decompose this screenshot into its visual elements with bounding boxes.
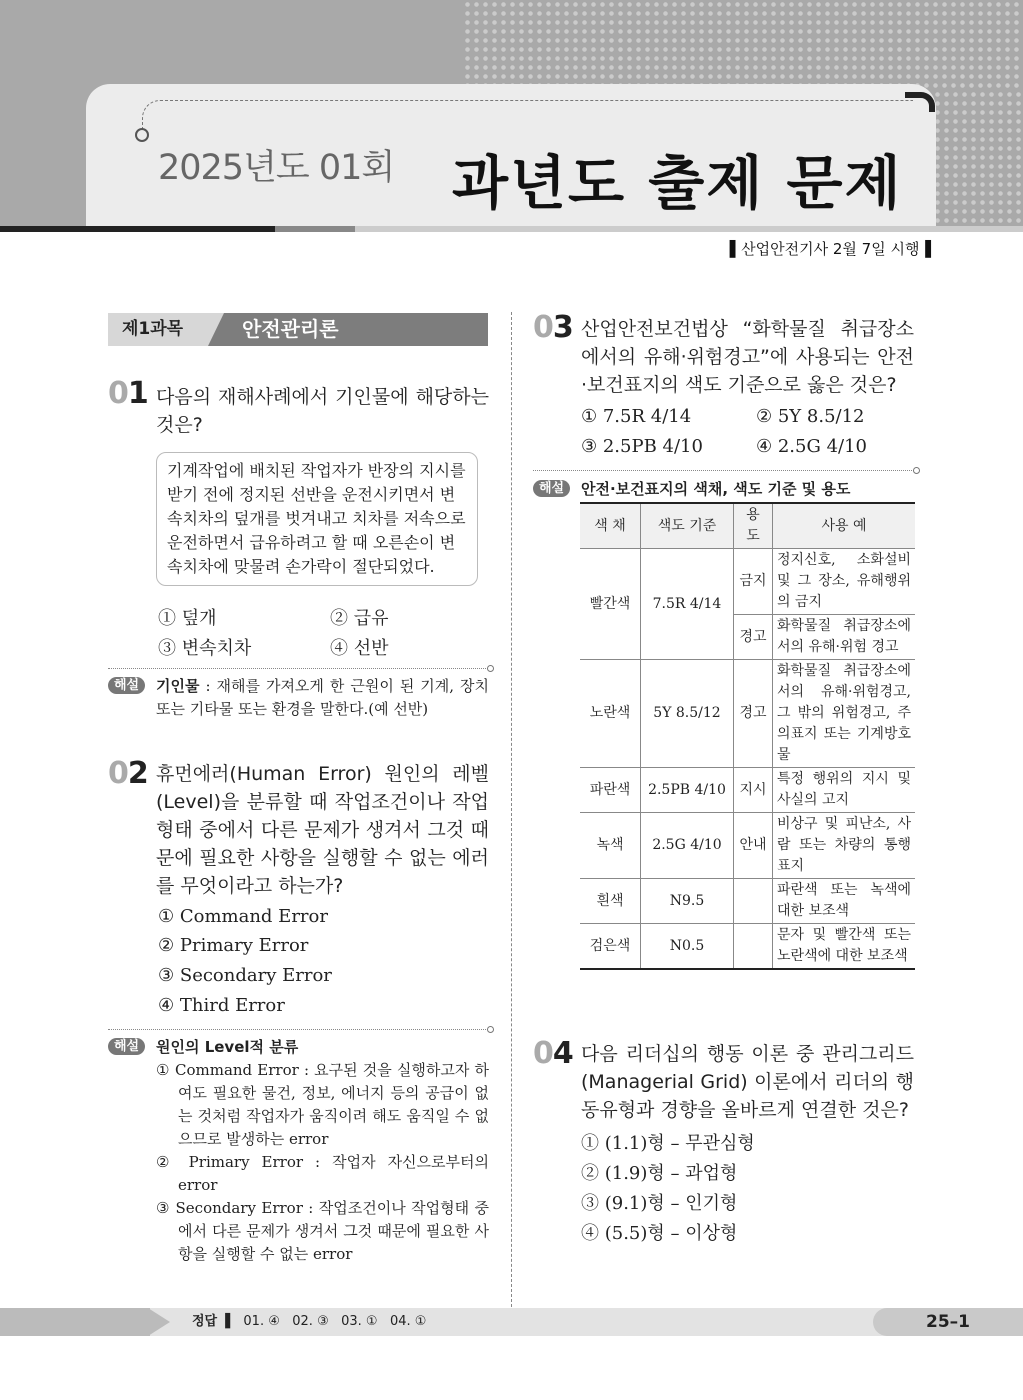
q1-expl-tag: 해설 (108, 677, 145, 694)
table-cell-example: 화학물질 취급장소에서의 유해·위험경고, 그 밖의 위험경고, 주의표지 또는 기계방호물 (773, 660, 916, 768)
question-1-case: 기계작업에 배치된 작업자가 반장의 지시를 받기 전에 정지된 선반을 운전시키면서 변속치차의 덮개를 벗겨내고 치차를 저속으로 운전하면서 급유하려고 할 때 오른손이 변속치차에 맞물려 손가락이 절단되었다. (167, 461, 466, 576)
question-2-text: 휴먼에러(Human Error) 원인의 레벨(Level)을 분류할 때 작업조건이나 작업형태 중에서 다른 문제가 생겨서 그것 때문에 필요한 사항을 실행할 수 없는 에러를 무엇이라고 하는가? (156, 763, 489, 897)
q2-expl-head: 원인의 Level적 분류 (156, 1038, 299, 1056)
q2-choice-4: ④ Third Error (158, 995, 285, 1016)
q1-choice-4: ④ 선반 (330, 638, 389, 659)
table-cell-code: 2.5G 4/10 (641, 813, 734, 879)
table-cell-use (734, 924, 773, 970)
table-cell-color: 파란색 (580, 768, 641, 813)
q1-expl-body: : 재해를 가져오게 한 근원이 된 기계, 장치 또는 기타물 또는 환경을 말한다.(예 선반) (156, 677, 489, 718)
q2-expl-item: ② Primary Error : 작업자 자신으로부터의 error (156, 1153, 489, 1194)
q1-choice-3: ③ 변속치차 (158, 638, 252, 659)
table-cell-use: 경고 (734, 615, 773, 660)
q1-choice-1: ① 덮개 (158, 608, 217, 629)
subject-name: 안전관리론 (242, 317, 339, 341)
table-cell-color: 녹색 (580, 813, 641, 879)
title-corner-mark (905, 92, 935, 112)
answer-key: 정답 ▌ 01. ④ 02. ③ 03. ① 04. ① (192, 1314, 427, 1329)
question-3-text: 산업안전보건법상 “화학물질 취급장소에서의 유해·위험경고”에 사용되는 안전·보건표지의 색도 기준으로 옳은 것은? (581, 318, 914, 396)
question-1-text: 다음의 재해사례에서 기인물에 해당하는 것은? (156, 386, 489, 436)
table-cell-example: 문자 및 빨간색 또는 노란색에 대한 보조색 (773, 924, 916, 970)
header-bar-mid (275, 226, 355, 232)
q2-expl-list (156, 1059, 489, 1266)
q3-choice-4: ④ 2.5G 4/10 (756, 436, 868, 457)
table-header: 색도 기준 (641, 503, 734, 549)
table-cell-color: 빨간색 (580, 549, 641, 660)
table-cell-use: 금지 (734, 549, 773, 615)
q1-choice-2: ② 급유 (330, 608, 389, 629)
table-row (580, 924, 915, 970)
q3-choice-2: ② 5Y 8.5/12 (756, 406, 865, 427)
q3-expl-divider (533, 470, 914, 471)
answer-label: 정답 (192, 1314, 218, 1329)
table-cell-code: 7.5R 4/14 (641, 549, 734, 660)
q4-choice-4: ④ (5.5)형 – 이상형 (581, 1223, 738, 1244)
table-cell-use: 경고 (734, 660, 773, 768)
exam-info: ▌산업안전기사 2월 7일 시행▐ (729, 240, 931, 258)
table-cell-use: 안내 (734, 813, 773, 879)
q2-expl-tag: 해설 (108, 1038, 145, 1055)
table-cell-code: 5Y 8.5/12 (641, 660, 734, 768)
page-number: 25–1 (873, 1308, 1023, 1336)
footer-tab (0, 1308, 150, 1336)
table-header: 용 도 (734, 503, 773, 549)
q2-expl-divider (108, 1029, 488, 1030)
table-row (580, 549, 915, 615)
q4-choice-1: ① (1.1)형 – 무관심형 (581, 1133, 755, 1154)
q3-choice-3: ③ 2.5PB 4/10 (581, 436, 703, 457)
question-4-text: 다음 리더십의 행동 이론 중 관리그리드(Managerial Grid) 이론에서 리더의 행동유형과 경향을 올바르게 연결한 것은? (581, 1043, 914, 1121)
table-cell-code: N9.5 (641, 879, 734, 924)
header-dot-pattern-side (933, 90, 1023, 230)
q2-choice-1: ① Command Error (158, 906, 328, 927)
page-title: 과년도 출제 문제 (452, 149, 903, 217)
footer-arrow-icon (148, 1308, 170, 1336)
q1-expl-head: 기인물 (156, 677, 200, 695)
color-standard-table (580, 502, 915, 970)
table-cell-example: 특정 행위의 지시 및 사실의 고지 (773, 768, 916, 813)
answer-values: 01. ④ 02. ③ 03. ① 04. ① (243, 1314, 427, 1329)
table-cell-code: N0.5 (641, 924, 734, 970)
q2-choice-2: ② Primary Error (158, 935, 309, 956)
column-divider (511, 312, 512, 1307)
table-row (580, 813, 915, 879)
table-cell-use: 지시 (734, 768, 773, 813)
q1-expl-divider (108, 668, 488, 669)
question-number-1: 01 (108, 376, 148, 411)
question-number-2: 02 (108, 756, 148, 791)
header-dot-pattern (463, 0, 1023, 90)
exam-year-round: 2025년도 01회 (158, 148, 395, 188)
q2-expl-divider-end (487, 1026, 494, 1033)
table-cell-use (734, 879, 773, 924)
table-cell-example: 정지신호, 소화설비 및 그 장소, 유해행위의 금지 (773, 549, 916, 615)
table-row (580, 660, 915, 768)
title-dash-line (142, 100, 913, 131)
q4-choice-3: ③ (9.1)형 – 인기형 (581, 1193, 738, 1214)
table-cell-example: 화학물질 취급장소에서의 유해·위험 경고 (773, 615, 916, 660)
table-cell-color: 흰색 (580, 879, 641, 924)
q1-expl-divider-end (487, 665, 494, 672)
q2-expl-item: ③ Secondary Error : 작업조건이나 작업형태 중에서 다른 문제가 생겨서 그것 때문에 필요한 사항을 실행할 수 없는 error (156, 1199, 489, 1263)
table-header: 색 채 (580, 503, 641, 549)
q3-expl-divider-end (913, 467, 920, 474)
title-circle-icon (135, 128, 149, 142)
subject-tag: 제1과목 (108, 313, 208, 346)
table-row (580, 768, 915, 813)
question-1-case-box (156, 452, 478, 586)
q3-choice-1: ① 7.5R 4/14 (581, 406, 692, 427)
q3-expl-head: 안전·보건표지의 색채, 색도 기준 및 용도 (581, 480, 851, 498)
header-bar-dark (0, 226, 275, 232)
question-number-4: 04 (533, 1036, 573, 1071)
q2-expl-item: ① Command Error : 요구된 것을 실행하고자 하여도 필요한 물건, 정보, 에너지 등의 공급이 없는 것처럼 작업자가 움직이려 해도 움직일 수 없으므로 발생하는 error (156, 1061, 489, 1148)
table-cell-color: 노란색 (580, 660, 641, 768)
table-header: 사용 예 (773, 503, 916, 549)
table-cell-code: 2.5PB 4/10 (641, 768, 734, 813)
table-cell-example: 파란색 또는 녹색에 대한 보조색 (773, 879, 916, 924)
table-cell-example: 비상구 및 피난소, 사람 또는 차량의 통행표지 (773, 813, 916, 879)
q1-explanation (156, 675, 489, 721)
q2-choice-3: ③ Secondary Error (158, 965, 332, 986)
table-cell-color: 검은색 (580, 924, 641, 970)
q3-expl-tag: 해설 (533, 480, 570, 497)
table-row (580, 879, 915, 924)
q4-choice-2: ② (1.9)형 – 과업형 (581, 1163, 738, 1184)
question-number-3: 03 (533, 310, 573, 345)
